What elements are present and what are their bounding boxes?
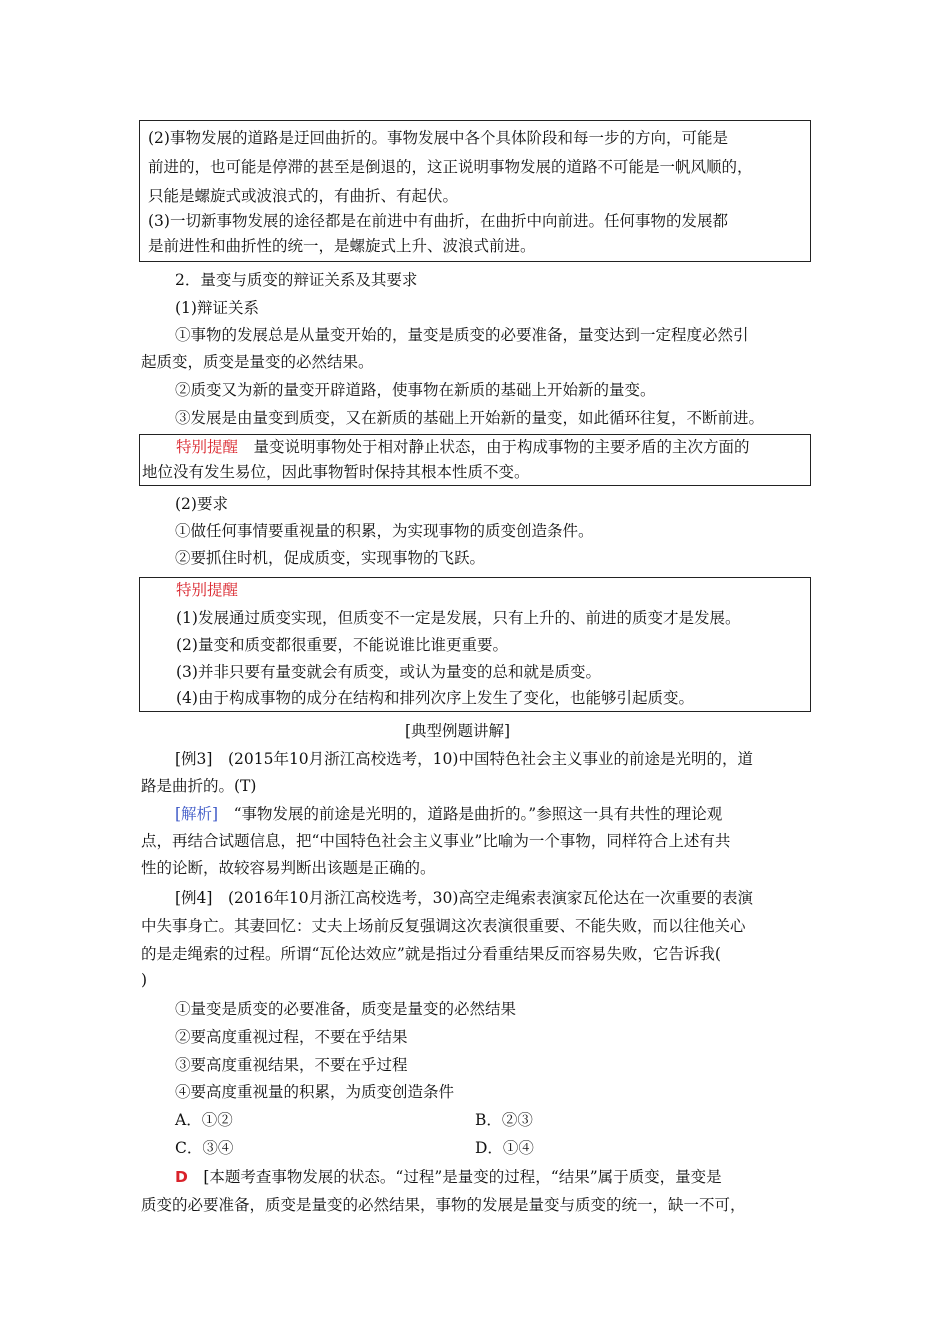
option-c: C．③④ <box>175 1139 234 1157</box>
example-4-line: [例4] (2016年10月浙江高校选考，30)高空走绳索表演家瓦伦达在一次重要的表演 <box>175 889 753 907</box>
reminder-item: (4)由于构成事物的成分在结构和排列次序上发生了变化，也能够引起质变。 <box>176 689 694 707</box>
paragraph-line: ①做任何事情要重视量的积累，为实现事物的质变创造条件。 <box>175 522 594 540</box>
section-title: 2．量变与质变的辩证关系及其要求 <box>175 271 418 289</box>
example-4-line: 中失事身亡。其妻回忆：丈夫上场前反复强调这次表演很重要、不能失败，而以往他关心 <box>141 917 746 935</box>
box-line: 是前进性和曲折性的统一，是螺旋式上升、波浪式前进。 <box>148 237 536 255</box>
option-b: B．②③ <box>475 1111 533 1129</box>
analysis-text: 性的论断，故较容易判断出该题是正确的。 <box>141 859 436 877</box>
subsection-title: (1)辩证关系 <box>175 299 259 317</box>
notes-box-development-path <box>139 120 811 262</box>
example-4-line: 的是走绳索的过程。所谓“瓦伦达效应”就是指过分看重结果反而容易失败，它告诉我( <box>141 945 721 963</box>
example-4-line: ) <box>141 971 148 989</box>
special-reminder-box-2 <box>139 577 811 712</box>
explanation-text: 质变的必要准备，质变是量变的必然结果，事物的发展是量变与质变的统一，缺一不可， <box>141 1196 746 1214</box>
statement-1: ①量变是质变的必要准备，质变是量变的必然结果 <box>175 1000 517 1018</box>
reminder-text: 量变说明事物处于相对静止状态，由于构成事物的主要矛盾的主次方面的 <box>253 438 750 456</box>
paragraph-line: ②质变又为新的量变开辟道路，使事物在新质的基础上开始新的量变。 <box>175 381 656 399</box>
statement-4: ④要高度重视量的积累，为质变创造条件 <box>175 1083 455 1101</box>
explanation-text: [本题考查事物发展的状态。“过程”是量变的过程，“结果”属于质变，量变是 <box>187 1168 722 1186</box>
box-line: (3)一切新事物发展的途径都是在前进中有曲折，在曲折中向前进。任何事物的发展都 <box>148 212 728 230</box>
box-line: (2)事物发展的道路是迂回曲折的。事物发展中各个具体阶段和每一步的方向，可能是 <box>148 129 728 147</box>
analysis-text: “事物发展的前途是光明的，道路是曲折的。”参照这一具有共性的理论观 <box>218 805 723 823</box>
analysis-label: [解析] <box>175 805 219 823</box>
reminder-item: (3)并非只要有量变就会有质变，或认为量变的总和就是质变。 <box>176 663 601 681</box>
reminder-item: (2)量变和质变都很重要，不能说谁比谁更重要。 <box>176 636 508 654</box>
paragraph-line: ③发展是由量变到质变，又在新质的基础上开始新的量变，如此循环往复，不断前进。 <box>175 409 765 427</box>
reminder-text: 地位没有发生易位，因此事物暂时保持其根本性质不变。 <box>142 463 530 481</box>
box-line: 前进的，也可能是停滞的甚至是倒退的，这正说明事物发展的道路不可能是一帆风顺的， <box>148 158 753 176</box>
paragraph-line: 起质变，质变是量变的必然结果。 <box>141 353 374 371</box>
answer-letter: D <box>175 1168 188 1186</box>
subsection-title: (2)要求 <box>175 495 228 513</box>
paragraph-line: ②要抓住时机，促成质变，实现事物的飞跃。 <box>175 549 486 567</box>
box-line: 只能是螺旋式或波浪式的，有曲折、有起伏。 <box>148 187 459 205</box>
special-reminder-label: 特别提醒 <box>176 438 239 456</box>
statement-3: ③要高度重视结果，不要在乎过程 <box>175 1056 408 1074</box>
example-3-line: 路是曲折的。(T) <box>141 777 257 795</box>
special-reminder-label: 特别提醒 <box>176 581 239 599</box>
paragraph-line: ①事物的发展总是从量变开始的，量变是质变的必要准备，量变达到一定程度必然引 <box>175 326 749 344</box>
statement-2: ②要高度重视过程，不要在乎结果 <box>175 1028 408 1046</box>
option-a: A．①② <box>175 1111 233 1129</box>
special-reminder-box <box>139 434 811 486</box>
option-d: D．①④ <box>475 1139 534 1157</box>
example-3-line: [例3] (2015年10月浙江高校选考，10)中国特色社会主义事业的前途是光明的，道 <box>175 750 753 768</box>
examples-heading: [典型例题讲解] <box>405 722 511 740</box>
reminder-item: (1)发展通过质变实现，但质变不一定是发展，只有上升的、前进的质变才是发展。 <box>176 609 741 627</box>
analysis-text: 点，再结合试题信息，把“中国特色社会主义事业”比喻为一个事物，同样符合上述有共 <box>141 832 731 850</box>
